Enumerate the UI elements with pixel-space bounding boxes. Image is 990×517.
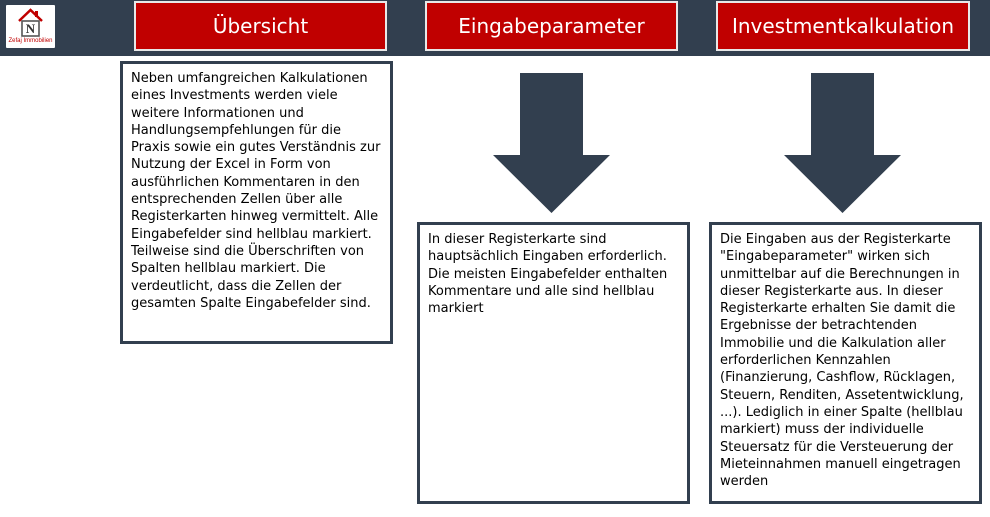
company-logo bbox=[6, 5, 55, 48]
down-arrow-icon bbox=[493, 73, 610, 213]
logo-text: Zefaj Immobilien bbox=[8, 38, 53, 44]
investment-calculation-description: Die Eingaben aus der Registerkarte "Eingabeparameter" wirken sich unmittelbar auf die Berechnungen in dieser Registerkarte aus. In dieser Registerkarte erhalten Sie damit die Ergebnisse der betrachtenden Immobilie und die Kalkulation aller erforderlichen Kennzahlen (Finanzierung, Cashflow, Rücklagen, Steuern, Renditen, Assetentwicklung, ...). Lediglich in einer Spalte (hellblau markiert) muss der individuelle Steuersatz für die Versteuerung der Mieteinnahmen manuell eingetragen werden bbox=[709, 222, 982, 504]
tab-overview[interactable]: Übersicht bbox=[134, 1, 387, 51]
tab-investment-calculation[interactable]: Investmentkalkulation bbox=[716, 1, 970, 51]
overview-description: Neben umfangreichen Kalkulationen eines Investments werden viele weitere Informationen und Handlungsempfehlungen für die Praxis sowie ein gutes Verständnis zur Nutzung der Excel in Form von ausführlichen Kommentaren in den entsprechenden Zellen über alle Registerkarten hinweg vermittelt. Alle Eingabefelder sind hellblau markiert. Teilweise sind die Überschriften von Spalten hellblau markiert. Die verdeutlicht, dass die Zellen der gesamten Spalte Eingabefelder sind. bbox=[120, 61, 393, 344]
svg-text:N: N bbox=[25, 21, 36, 36]
tab-input-parameters[interactable]: Eingabeparameter bbox=[425, 1, 678, 51]
house-logo-icon bbox=[18, 8, 43, 38]
input-parameters-description: In dieser Registerkarte sind hauptsächlich Eingaben erforderlich. Die meisten Eingabefelder enthalten Kommentare und alle sind hellblau markiert bbox=[417, 222, 690, 504]
down-arrow-icon bbox=[784, 73, 901, 213]
top-bar bbox=[0, 0, 990, 56]
